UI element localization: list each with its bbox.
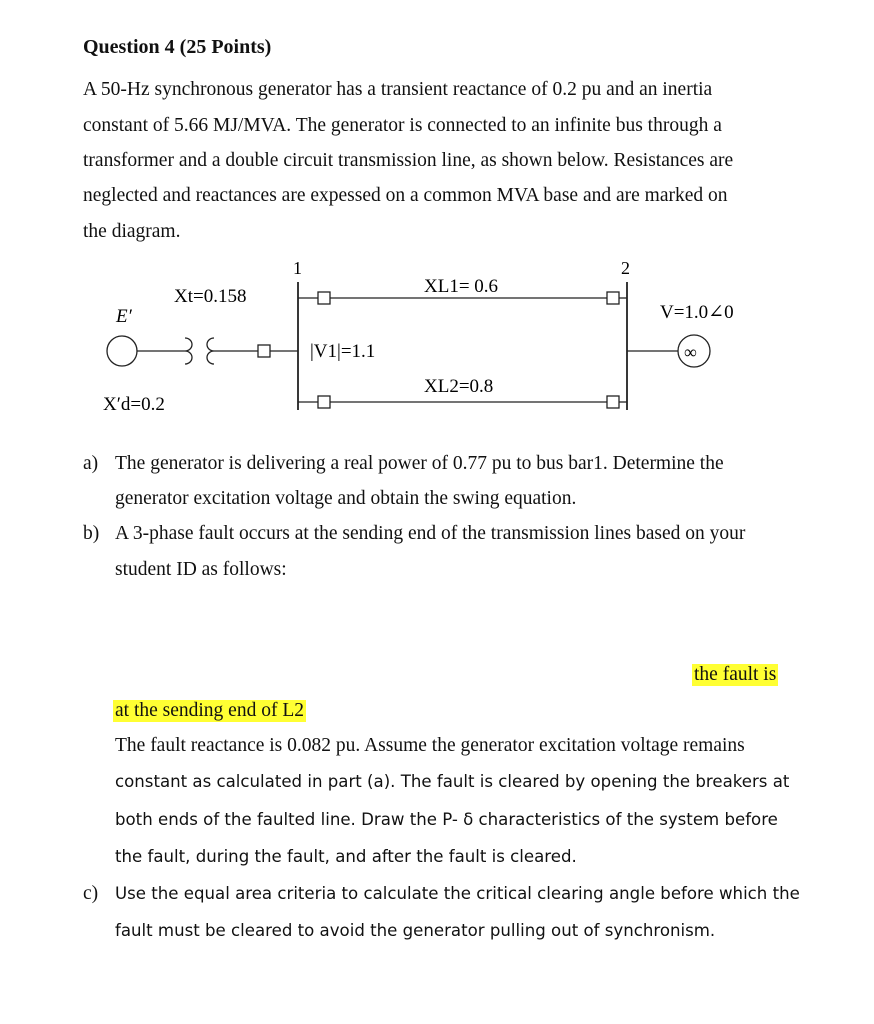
v-infinite-label: V=1.0∠0 (660, 302, 734, 323)
highlight-the-fault-is: the fault is (694, 664, 777, 685)
transformer-primary-coil (185, 338, 192, 364)
part-b-fault-reactance: The fault reactance is 0.082 pu. Assume the generator excitation voltage remains (115, 735, 745, 756)
part-b-sans-line-3: the fault, during the fault, and after the fault is cleared. (115, 847, 577, 866)
part-a-line-2: generator excitation voltage and obtain the swing equation. (115, 488, 577, 509)
circuit-diagram (0, 0, 874, 440)
intro-line-3: transformer and a double circuit transmission line, as shown below. Resistances are (83, 150, 734, 171)
breaker-l1-sending (318, 292, 330, 304)
intro-line-5: the diagram. (83, 221, 181, 242)
part-b-label: b) (83, 523, 100, 544)
part-b-line-2: student ID as follows: (115, 559, 287, 580)
breaker-l1-receiving (607, 292, 619, 304)
xd-label: X′d=0.2 (103, 394, 165, 415)
xl2-label: XL2=0.8 (424, 376, 494, 397)
breaker-l2-receiving (607, 396, 619, 408)
part-b-line-1: A 3-phase fault occurs at the sending end of the transmission lines based on your (115, 523, 746, 544)
bus-1-label: 1 (293, 258, 302, 278)
e-prime-label: E′ (116, 306, 132, 327)
intro-line-4: neglected and reactances are expessed on a common MVA base and are marked on (83, 185, 728, 206)
infinity-icon: ∞ (684, 342, 697, 362)
intro-line-2: constant of 5.66 MJ/MVA. The generator is connected to an infinite bus through a (83, 115, 722, 136)
part-b-sans-line-2: both ends of the faulted line. Draw the P- δ characteristics of the system before (115, 810, 778, 829)
breaker-l2-sending (318, 396, 330, 408)
highlight-sending-end-l2: at the sending end of L2 (115, 700, 304, 721)
part-b-sans-line-1: constant as calculated in part (a). The fault is cleared by opening the breakers at (115, 772, 790, 791)
part-a-line-1: The generator is delivering a real power of 0.77 pu to bus bar1. Determine the (115, 453, 724, 474)
xt-label: Xt=0.158 (174, 286, 247, 307)
generator-symbol (107, 336, 137, 366)
part-c-line-1: Use the equal area criteria to calculate the critical clearing angle before which the (115, 884, 800, 903)
part-a-label: a) (83, 453, 99, 474)
part-c-label: c) (83, 883, 99, 904)
xl1-label: XL1= 0.6 (424, 276, 499, 297)
v1-label: |V1|=1.1 (310, 341, 376, 362)
transformer-secondary-coil (207, 338, 214, 364)
intro-line-1: A 50-Hz synchronous generator has a transient reactance of 0.2 pu and an inertia (83, 79, 713, 100)
bus-2-label: 2 (621, 258, 630, 278)
question-title: Question 4 (25 Points) (83, 36, 272, 58)
part-c-line-2: fault must be cleared to avoid the generator pulling out of synchronism. (115, 921, 716, 940)
breaker-transformer (258, 345, 270, 357)
